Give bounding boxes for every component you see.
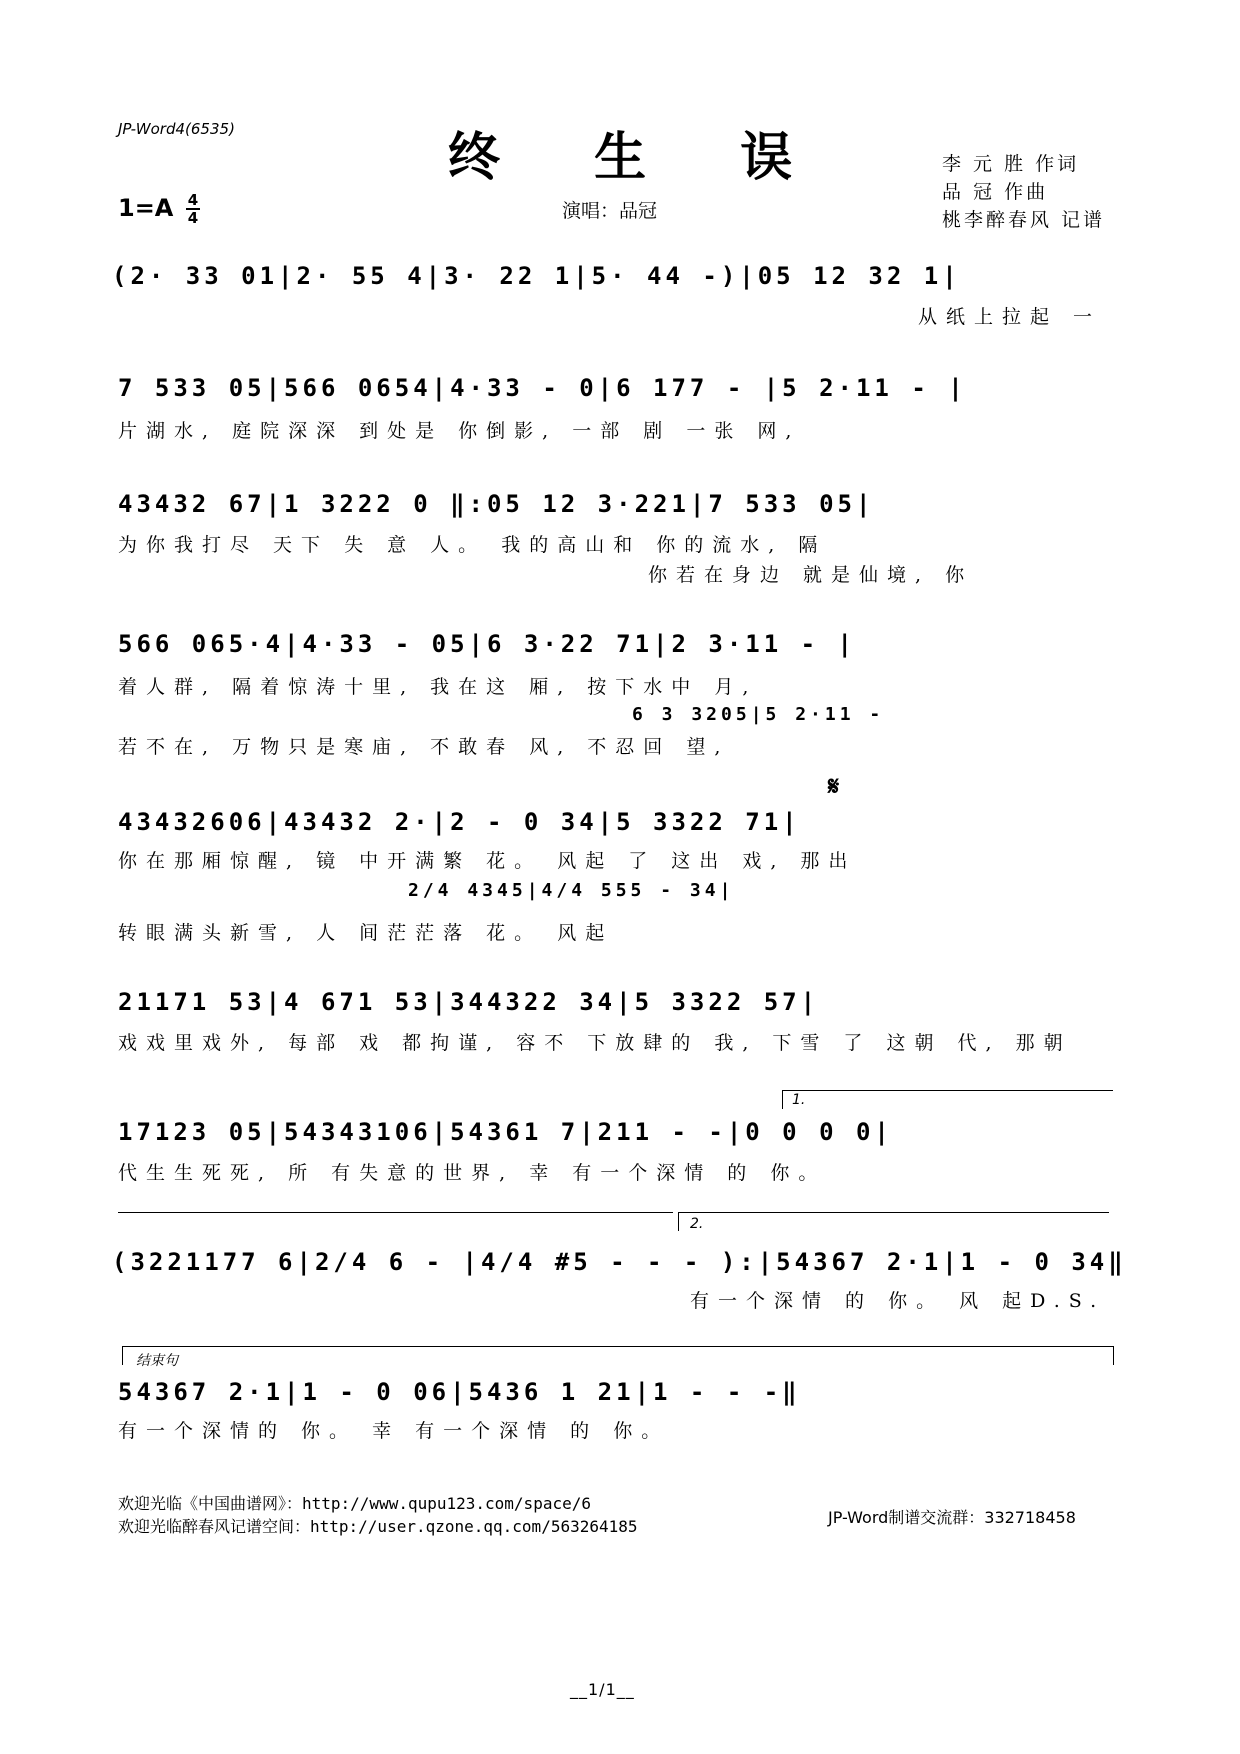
key-label: 1=A — [118, 194, 174, 222]
score-line-1: (2· 33 01|2· 55 4|3· 22 1|5· 44 -)|05 12 32 1| — [112, 262, 961, 290]
time-top: 4 — [187, 191, 199, 209]
lyrics-line-3a: 为你我打尽 天下 失 意 人。 我的高山和 你的流水, 隔 — [118, 534, 827, 556]
qq-group: JP-Word制谱交流群：332718458 — [828, 1508, 1076, 1527]
alt-notes-line-4: 6 3 3205|5 2·11 - — [632, 704, 885, 725]
footer-links — [118, 1492, 638, 1538]
lyrics-line-5a: 你在那厢惊醒, 镜 中开满繁 花。 风起 了 这出 戏, 那出 — [118, 850, 857, 872]
score-line-4: 566 065·4|4·33 - 05|6 3·22 71|2 3·11 - | — [118, 630, 856, 658]
score-line-5: 43432606|43432 2·|2 - 0 34|5 3322 71| — [118, 808, 801, 836]
software-label: JP-Word4(6535) — [118, 120, 235, 138]
singer: 演唱：品冠 — [562, 200, 658, 222]
page-number: __1/1__ — [570, 1680, 635, 1699]
score-line-6: 21171 53|4 671 53|344322 34|5 3322 57| — [118, 988, 820, 1016]
score-line-9: 54367 2·1|1 - 0 06|5436 1 21|1 - - -‖ — [118, 1378, 801, 1406]
lyrics-line-7: 代生生死死, 所 有失意的世界, 幸 有一个深情 的 你。 — [118, 1162, 827, 1184]
score-line-2: 7 533 05|566 0654|4·33 - 0|6 177 - |5 2·11 - | — [118, 374, 967, 402]
coda-label: 结束句 — [136, 1353, 178, 1369]
score-line-3: 43432 67|1 3222 0 ‖:05 12 3·221|7 533 05| — [118, 490, 875, 518]
score-line-7: 17123 05|54343106|54361 7|211 - -|0 0 0 0| — [118, 1118, 893, 1146]
second-ending-label: 2. — [690, 1216, 704, 1232]
first-ending-bracket — [782, 1090, 1113, 1109]
lyrics-line-2: 片湖水, 庭院深深 到处是 你倒影, 一部 剧 一张 网, — [118, 420, 801, 442]
lyrics-line-4b: 若不在, 万物只是寒庙, 不敢春 风, 不忍回 望, — [118, 736, 730, 758]
lyrics-line-8: 有一个深情 的 你。 风 起D.S. — [690, 1290, 1106, 1312]
song-title: 终 生 误 — [448, 127, 831, 188]
lyrics-line-6: 戏戏里戏外, 每部 戏 都拘谨, 容不 下放肆的 我, 下雪 了 这朝 代, 那朝 — [118, 1032, 1072, 1054]
composer-credit: 品 冠 作曲 — [942, 181, 1049, 203]
first-ending-label: 1. — [792, 1092, 806, 1108]
transcriber-credit: 桃李醉春风 记谱 — [942, 209, 1106, 231]
key-signature — [118, 192, 200, 226]
score-line-8: (3221177 6|2/4 6 - |4/4 #5 - - - ):|54367 2·1|1 - 0 34‖ — [112, 1248, 1127, 1276]
link-qupu[interactable]: 欢迎光临《中国曲谱网》：http://www.qupu123.com/space/6 — [118, 1494, 591, 1513]
lyricist-credit: 李 元 胜 作词 — [942, 153, 1080, 175]
lyrics-line-4a: 着人群, 隔着惊涛十里, 我在这 厢, 按下水中 月, — [118, 676, 758, 698]
time-bottom: 4 — [187, 209, 199, 227]
credits — [942, 150, 1105, 234]
lyrics-line-3b: 你若在身边 就是仙境, 你 — [648, 564, 974, 586]
coda-bracket — [122, 1346, 1114, 1365]
time-signature — [186, 192, 200, 226]
lyrics-line-1: 从纸上拉起 一 — [918, 306, 1102, 328]
segno-sign: 𝄋 — [828, 772, 840, 802]
line-8-top-rule — [118, 1212, 673, 1213]
link-qzone[interactable]: 欢迎光临醉春风记谱空间：http://user.qzone.qq.com/563264185 — [118, 1517, 638, 1536]
second-ending-bracket — [678, 1212, 1109, 1231]
lyrics-line-5b: 转眼满头新雪, 人 间茫茫落 花。 风起 — [118, 922, 614, 944]
alt-notes-line-5: 2/4 4345|4/4 555 - 34| — [408, 880, 735, 901]
lyrics-line-9: 有一个深情的 你。 幸 有一个深情 的 你。 — [118, 1420, 670, 1442]
